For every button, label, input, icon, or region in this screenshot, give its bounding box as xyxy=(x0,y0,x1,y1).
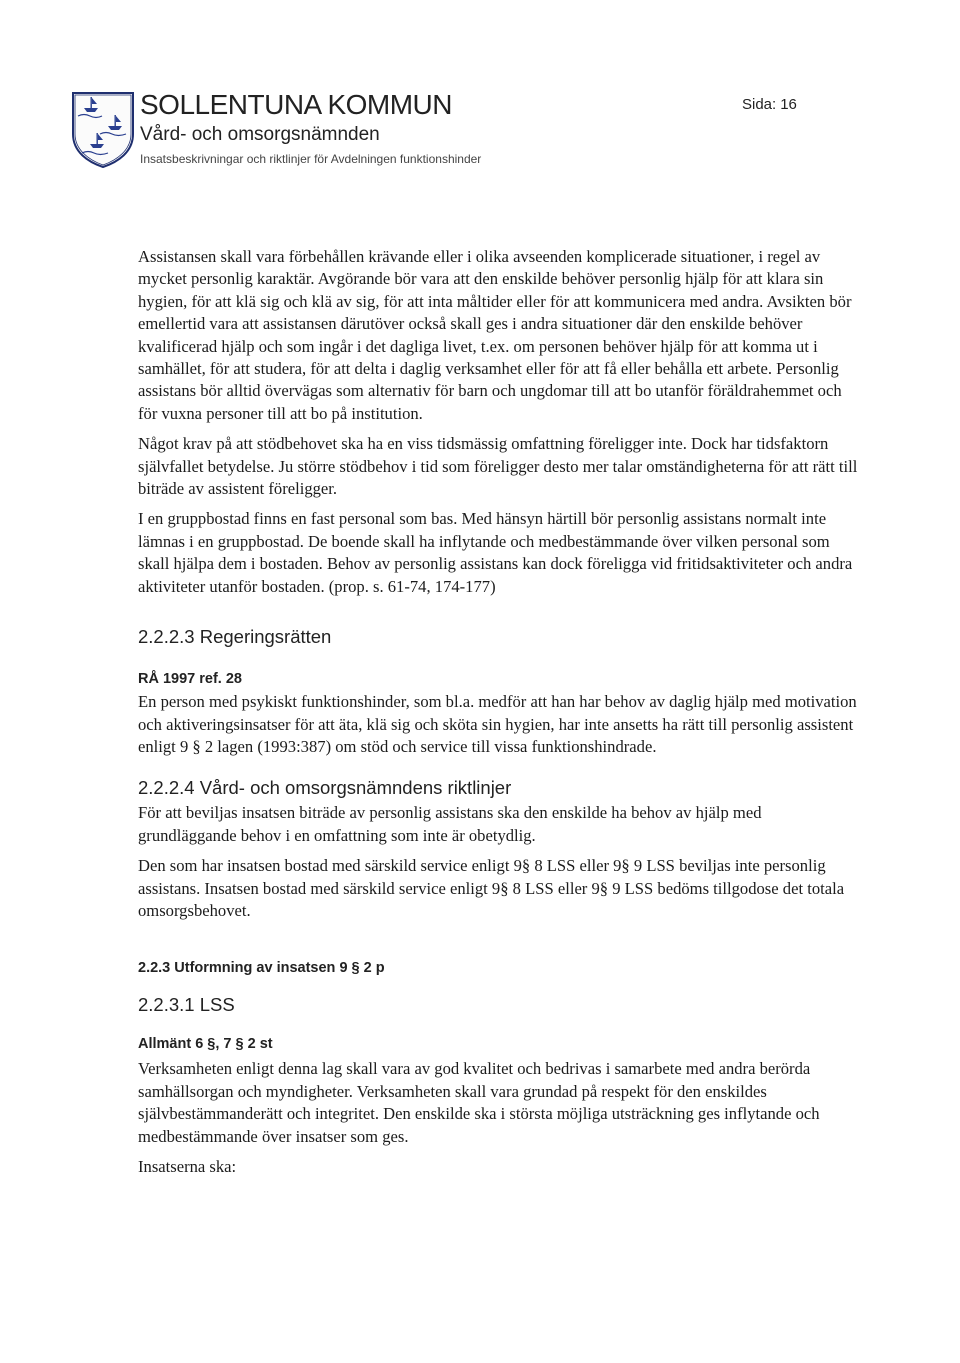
heading-design-of-service: 2.2.3 Utformning av insatsen 9 § 2 p xyxy=(138,960,385,977)
heading-lss: 2.2.3.1 LSS xyxy=(138,994,235,1016)
department-name: Vård- och omsorgsnämnden xyxy=(140,124,380,145)
page-header xyxy=(70,88,890,168)
coat-of-arms-icon xyxy=(70,90,136,168)
paragraph-special-housing: Den som har insatsen bostad med särskild service enligt 9§ 8 LSS eller 9§ 9 LSS beviljas inte personlig assistans. Insatsen bostad med särskild service enligt 9§ 8 LSS eller 9§ 9 LSS bedöms tillgodose det totala omsorgsbehovet. xyxy=(138,856,845,920)
organization-name: SOLLENTUNA KOMMUN xyxy=(140,89,452,120)
paragraph-quality: Verksamheten enligt denna lag skall vara av god kvalitet och bedrivas i samarbete med andra berörda samhällsorgan och myndigheter. Verksamheten skall vara grundad på respekt för den enskildes självbestämmanderätt och integritet. Den enskilde ska i största möjliga utsträckning ges inflytande och medbestämmande över insatser som ges. xyxy=(138,1059,820,1146)
page-number xyxy=(742,96,797,113)
document-subtitle: Insatsbeskrivningar och riktlinjer för Avdelningen funktionshinder xyxy=(140,152,482,166)
paragraph-assistance-scope: Assistansen skall vara förbehållen krävande eller i olika avseenden komplicerade situationer, i regel av mycket personlig karaktär. Avgörande bör vara att den enskilde behöver personlig hjälp för att klara sin hygien, för att klä sig och klä av sig, för att inta måltider eller för att kommunicera med andra. Avsikten bör emellertid vara att assistansen därutöver också skall ges i andra situationer där den enskilde behöver kvalificerad hjälp och som ingår i det dagliga livet, t.ex. om personen behöver hjälp för att komma ut i samhället, för att studera, för att delta i daglig verksamhet eller för att få eller behålla ett arbete. Personlig assistans bör alltid övervägas som alternativ för barn och ungdomar till att bo utanför föräldrahemmet och för vuxna personer till att bo på institution. xyxy=(138,247,852,423)
heading-regeringsratten: 2.2.2.3 Regeringsrätten xyxy=(138,626,332,648)
page-number-value: 16 xyxy=(780,96,797,113)
paragraph-case-summary: En person med psykiskt funktionshinder, som bl.a. medför att han har behov av daglig hjälp med motivation och aktiveringsinsatser för att äta, klä sig och sköta sin hygien, har inte ansetts ha rätt till personlig assistent enligt 9 § 2 lagen (1993:387) om stöd och service till vissa funktionshindrade. xyxy=(138,692,857,756)
paragraph-time-requirement: Något krav på att stödbehovet ska ha en viss tidsmässig omfattning föreligger inte. Dock har tidsfaktorn självfallet betydelse. Ju större stödbehov i tid som föreligger desto mer talar omständigheterna för att rätt till biträde av assistent föreligger. xyxy=(138,434,858,499)
paragraph-group-housing: I en gruppbostad finns en fast personal som bas. Med hänsyn härtill bör personlig assistans normalt inte lämnas i en gruppbostad. De boende skall ha inflytande och medbestämmande över vilken personal som skall hjälpa dem i bostaden. Behov av personlig assistans kan dock föreligga vid fritidsaktiviteter och andra aktiviteter utanför bostaden. (prop. s. 61-74, 174-177) xyxy=(138,509,853,596)
heading-guidelines: 2.2.2.4 Vård- och omsorgsnämndens riktlinjer xyxy=(138,777,512,799)
paragraph-eligibility: För att beviljas insatsen biträde av personlig assistans ska den enskilde ha behov av hjälp med grundläggande behov i en omfattning som inte är obetydlig. xyxy=(138,803,762,845)
heading-case-reference: RÅ 1997 ref. 28 xyxy=(138,671,242,688)
page-label: Sida: xyxy=(742,96,777,113)
heading-general-section: Allmänt 6 §, 7 § 2 st xyxy=(138,1036,273,1053)
paragraph-services-should: Insatserna ska: xyxy=(138,1156,237,1176)
document-body xyxy=(138,246,860,1178)
